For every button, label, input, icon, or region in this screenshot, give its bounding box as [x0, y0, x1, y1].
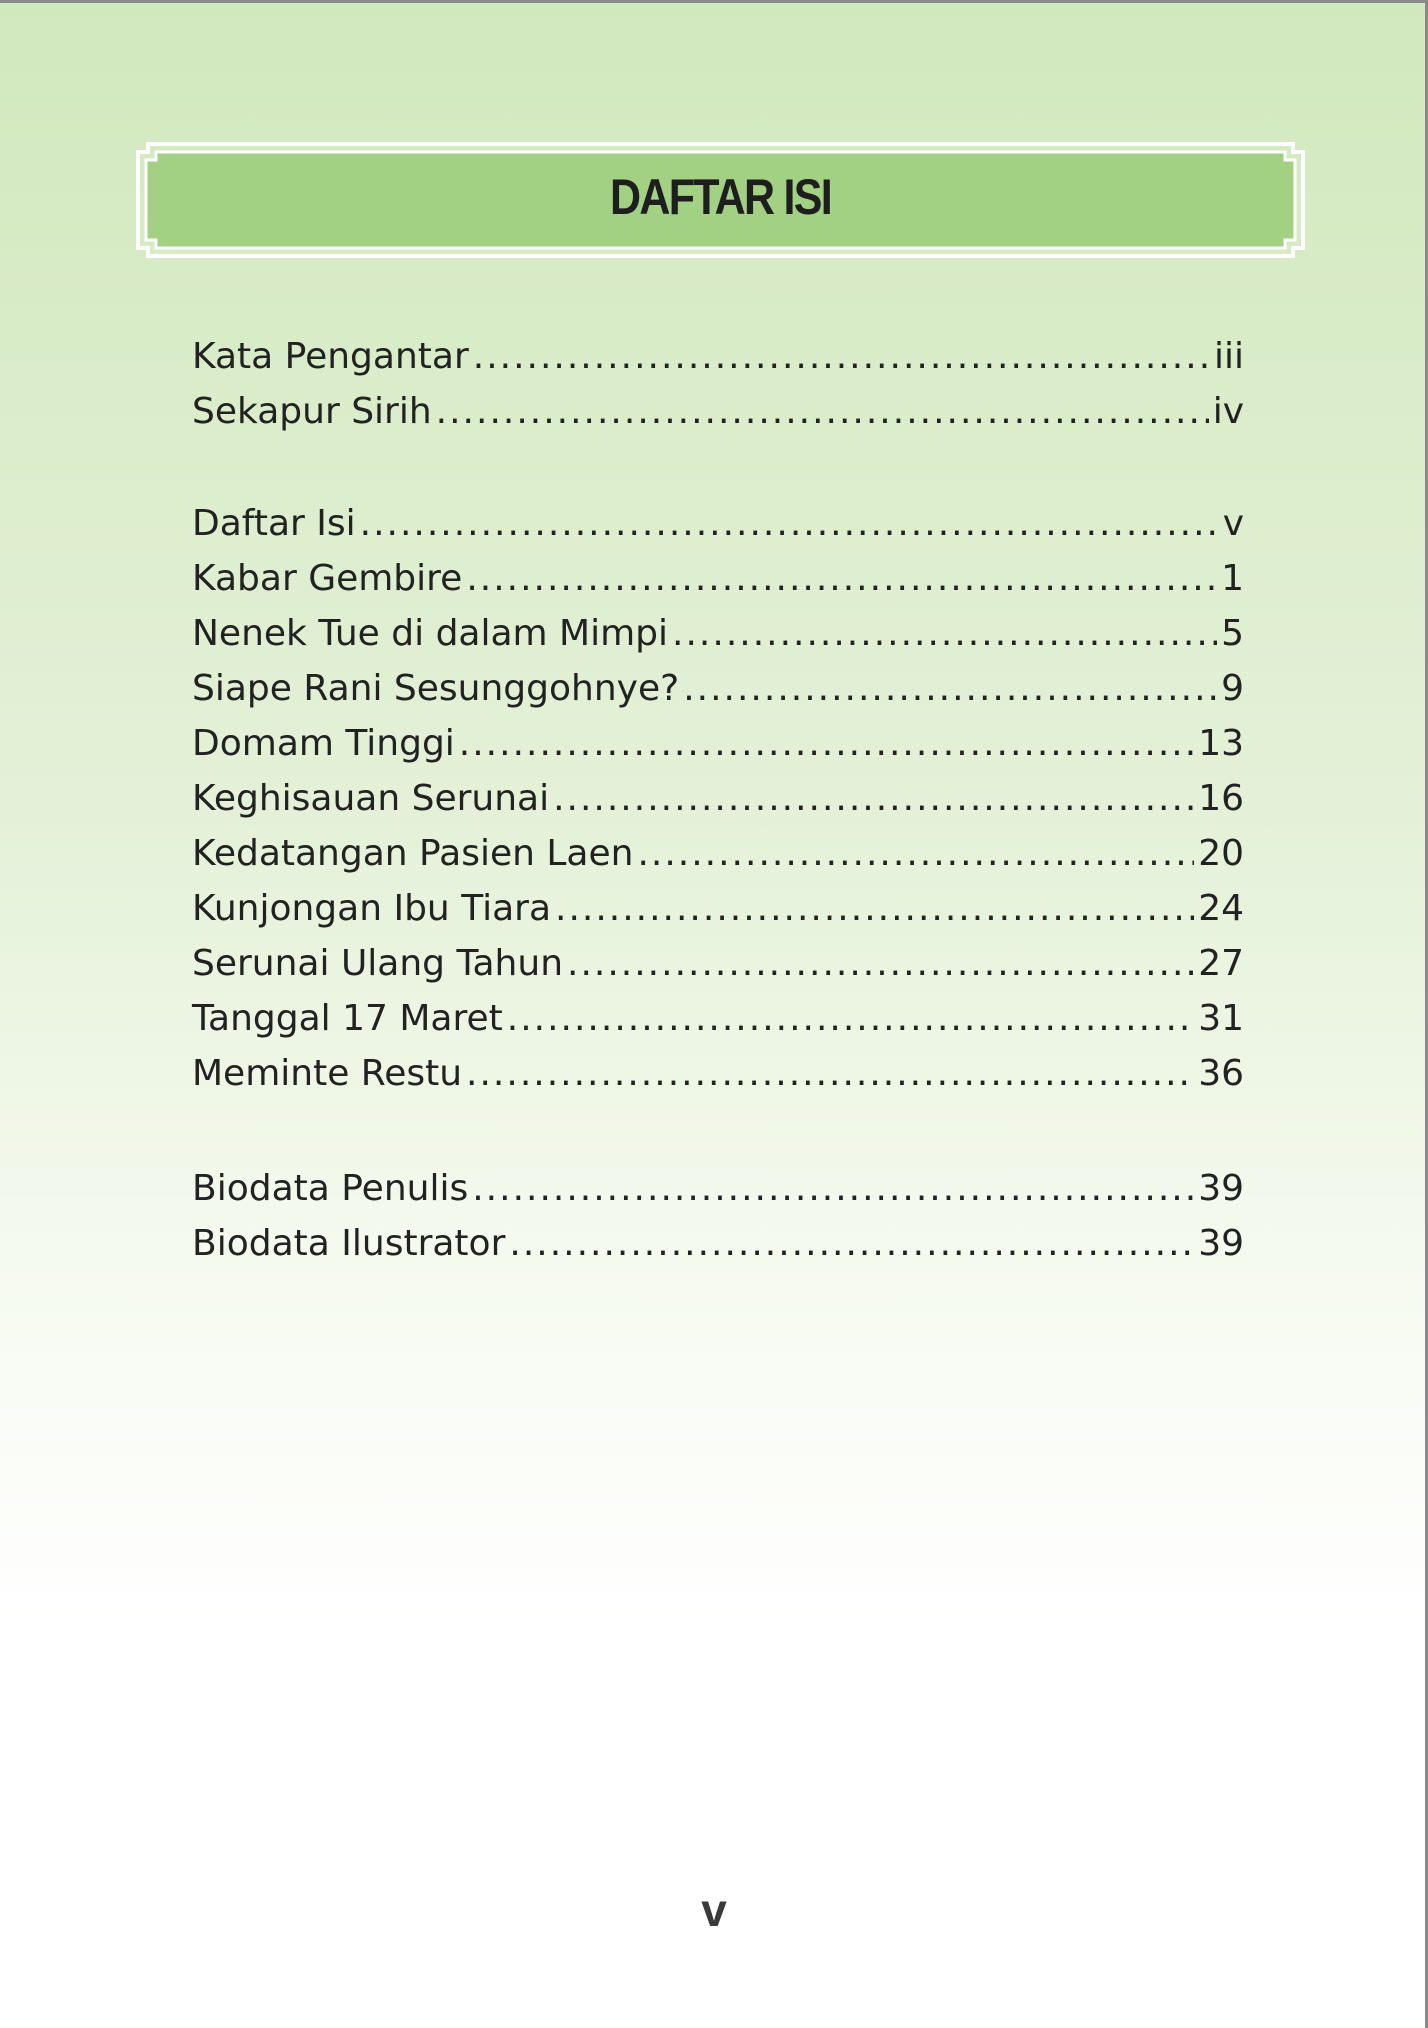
page-title: DAFTAR ISI: [610, 169, 831, 225]
dot-leader: [683, 661, 1217, 716]
toc-entry-page: iv: [1212, 391, 1244, 432]
dot-leader: [637, 826, 1194, 881]
toc-entry-page: 24: [1198, 888, 1244, 929]
dot-leader: [472, 1161, 1194, 1216]
toc-entry-page: 31: [1198, 998, 1244, 1039]
toc-entry: [192, 881, 1244, 936]
toc-entry-title: Nenek Tue di dalam Mimpi: [192, 613, 669, 654]
dot-leader: [360, 496, 1219, 551]
toc-entry: [192, 384, 1244, 439]
toc-entry-title: Serunai Ulang Tahun: [192, 943, 564, 984]
toc-group: [192, 1161, 1244, 1271]
toc-entry-title: Biodata Penulis: [192, 1168, 469, 1209]
toc-entry-page: 39: [1198, 1223, 1244, 1264]
toc-entry-title: Keghisauan Serunai: [192, 778, 550, 819]
toc-entry-title: Tanggal 17 Maret: [192, 998, 503, 1039]
toc-entry: [192, 716, 1244, 771]
toc-entry-page: 16: [1198, 778, 1244, 819]
dot-leader: [567, 936, 1194, 991]
toc-entry-title: Kabar Gembire: [192, 558, 463, 599]
toc-entry-page: iii: [1213, 336, 1244, 377]
toc-entry: [192, 551, 1244, 606]
dot-leader: [436, 384, 1209, 439]
toc-entry-page: 20: [1198, 833, 1244, 874]
page-number: v: [701, 1884, 727, 1936]
toc-entry-page: 1: [1221, 558, 1244, 599]
toc-entry-page: 39: [1198, 1168, 1244, 1209]
toc-entry-page: 27: [1198, 943, 1244, 984]
dot-leader: [672, 606, 1217, 661]
toc-entry: [192, 1161, 1244, 1216]
toc-entry-page: v: [1222, 503, 1244, 544]
toc-entry-title: Meminte Restu: [192, 1053, 463, 1094]
toc-entry-title: Sekapur Sirih: [192, 391, 432, 432]
title-banner: [136, 142, 1305, 258]
toc-entry: [192, 496, 1244, 551]
dot-leader: [507, 991, 1194, 1046]
toc-entry-title: Kedatangan Pasien Laen: [192, 833, 634, 874]
toc-entry: [192, 936, 1244, 991]
toc-entry-title: Kunjongan Ibu Tiara: [192, 888, 551, 929]
dot-leader: [555, 881, 1194, 936]
dot-leader: [473, 329, 1210, 384]
toc-entry-page: 13: [1198, 723, 1244, 764]
dot-leader: [466, 551, 1217, 606]
toc-entry-page: 5: [1221, 613, 1244, 654]
toc-entry: [192, 1046, 1244, 1101]
toc-entry-title: Siape Rani Sesunggohnye?: [192, 668, 680, 709]
toc-entry-page: 36: [1198, 1053, 1244, 1094]
toc-entry: [192, 606, 1244, 661]
toc-entry-title: Daftar Isi: [192, 503, 356, 544]
dot-leader: [459, 716, 1194, 771]
toc-entry: [192, 771, 1244, 826]
toc-entry: [192, 661, 1244, 716]
toc-group: [192, 329, 1244, 439]
toc-entry-title: Domam Tinggi: [192, 723, 455, 764]
toc-entry: [192, 329, 1244, 384]
toc-group: [192, 496, 1244, 1101]
toc-entry-title: Kata Pengantar: [192, 336, 469, 377]
toc-entry: [192, 826, 1244, 881]
dot-leader: [466, 1046, 1194, 1101]
toc-entry: [192, 991, 1244, 1046]
toc-entry-page: 9: [1221, 668, 1244, 709]
toc-entry-title: Biodata Ilustrator: [192, 1223, 506, 1264]
dot-leader: [509, 1216, 1194, 1271]
dot-leader: [553, 771, 1194, 826]
toc-entry: [192, 1216, 1244, 1271]
